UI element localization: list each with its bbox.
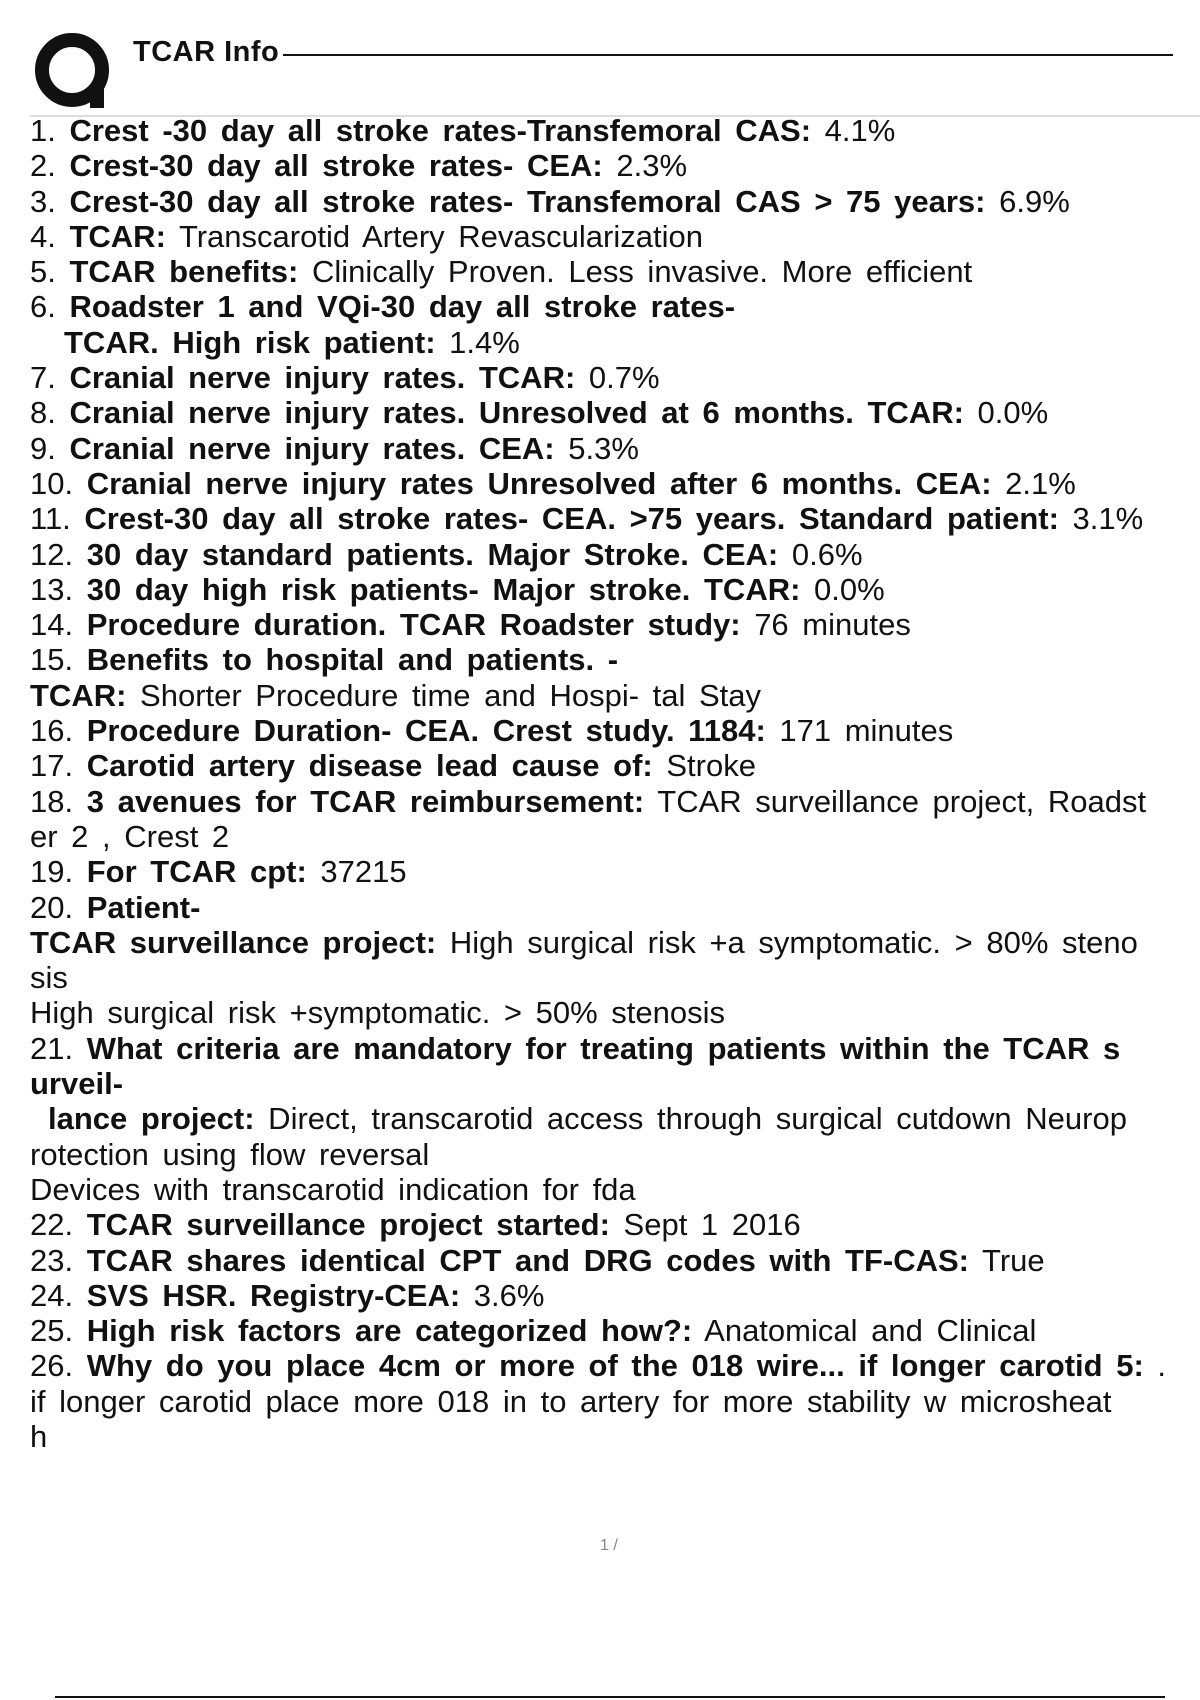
answer-text: True: [969, 1242, 1045, 1278]
answer-text: TCAR surveillance project, Roadst: [644, 783, 1147, 819]
qa-line: [30, 395, 1200, 430]
page-number: 1 /: [600, 1537, 618, 1554]
item-number: 16.: [30, 713, 87, 749]
question-text: For TCAR cpt:: [86, 854, 307, 890]
answer-text: Anatomical and Clinical: [692, 1313, 1037, 1349]
question-text: lance project:: [48, 1101, 255, 1137]
question-text: TCAR:: [30, 677, 127, 713]
answer-text: er 2 , Crest 2: [30, 818, 230, 854]
answer-text: 2.1%: [991, 465, 1076, 501]
question-text: Cranial nerve injury rates. Unresolved at 6 months. TCAR:: [69, 395, 964, 431]
qa-line: [30, 466, 1200, 501]
question-text: Crest-30 day all stroke rates- CEA:: [69, 148, 603, 184]
item-number: 10.: [30, 465, 87, 501]
answer-text: if longer carotid place more 018 in to artery for more stability w microsheat: [30, 1383, 1112, 1419]
answer-text: 0.7%: [575, 360, 660, 396]
question-text: Carotid artery disease lead cause of:: [86, 748, 653, 784]
qa-line: [30, 325, 1200, 360]
question-text: Cranial nerve injury rates. TCAR:: [69, 360, 576, 396]
qa-line: [30, 219, 1200, 254]
qa-line: [30, 148, 1200, 183]
qa-line: [30, 1137, 1200, 1172]
answer-text: sis: [30, 960, 68, 996]
item-number: 13.: [30, 571, 87, 607]
question-text: Cranial nerve injury rates Unresolved after 6 months. CEA:: [86, 465, 992, 501]
question-text: Crest-30 day all stroke rates- CEA. >75 years. Standard patient:: [84, 501, 1059, 537]
answer-text: 0.0%: [800, 571, 885, 607]
question-text: TCAR. High risk patient:: [64, 324, 436, 360]
quizlet-q-logo-icon: [30, 30, 140, 112]
answer-text: 0.0%: [963, 395, 1049, 431]
qa-line: [30, 1419, 1200, 1454]
qa-line: [30, 1313, 1200, 1348]
answer-text: h: [30, 1418, 48, 1454]
footer-divider: [55, 1696, 1165, 1698]
title-underline: [133, 54, 1173, 56]
question-text: Procedure Duration- CEA. Crest study. 1184:: [86, 713, 766, 749]
question-text: Crest -30 day all stroke rates-Transfemoral CAS:: [69, 113, 812, 148]
qa-line: [30, 713, 1200, 748]
answer-text: rotection using flow reversal: [30, 1136, 430, 1172]
question-text: Why do you place 4cm or more of the 018 wire... if longer carotid 5:: [86, 1348, 1144, 1384]
answer-text: Devices with transcarotid indication for fda: [30, 1171, 636, 1207]
item-number: 26.: [30, 1348, 87, 1384]
question-text: Procedure duration. TCAR Roadster study:: [86, 607, 741, 643]
item-number: 23.: [30, 1242, 87, 1278]
qa-line: [30, 925, 1200, 960]
answer-text: Stroke: [652, 748, 756, 784]
qa-line: [30, 1348, 1200, 1383]
qa-line: [30, 642, 1200, 677]
item-number: 14.: [30, 607, 87, 643]
item-number: 22.: [30, 1207, 87, 1243]
qa-line: [30, 1172, 1200, 1207]
question-text: TCAR surveillance project:: [30, 924, 437, 960]
qa-line: [30, 184, 1200, 219]
question-text: SVS HSR. Registry-CEA:: [86, 1277, 461, 1313]
qa-line: [30, 113, 1200, 148]
qa-line: [30, 289, 1200, 324]
answer-text: 1.4%: [435, 324, 520, 360]
item-number: 2.: [30, 148, 70, 184]
answer-text: .: [1143, 1348, 1167, 1384]
question-text: High risk factors are categorized how?:: [86, 1313, 693, 1349]
qa-line: [30, 1031, 1200, 1066]
answer-text: 37215: [306, 854, 407, 890]
qa-line: [30, 1278, 1200, 1313]
qa-line: [30, 1101, 1200, 1136]
qa-line: [30, 784, 1200, 819]
item-number: 24.: [30, 1277, 87, 1313]
question-text: TCAR surveillance project started:: [86, 1207, 610, 1243]
item-number: 4.: [30, 218, 70, 254]
question-text: Cranial nerve injury rates. CEA:: [69, 430, 555, 466]
answer-text: 76 minutes: [740, 607, 911, 643]
qa-line: [30, 501, 1200, 536]
qa-line: [30, 537, 1200, 572]
question-text: TCAR benefits:: [69, 254, 299, 290]
item-number: 21.: [30, 1030, 87, 1066]
qa-line: [30, 960, 1200, 995]
answer-text: High surgical risk +a symptomatic. > 80% steno: [436, 924, 1138, 960]
question-text: 30 day high risk patients- Major stroke. TCAR:: [86, 571, 801, 607]
answer-text: Clinically Proven. Less invasive. More efficient: [298, 254, 973, 290]
qa-line: [30, 431, 1200, 466]
question-text: Crest-30 day all stroke rates- Transfemoral CAS > 75 years:: [69, 183, 986, 219]
item-number: 15.: [30, 642, 87, 678]
item-number: 5.: [30, 254, 70, 290]
qa-line: [30, 1066, 1200, 1101]
qa-line: [30, 854, 1200, 889]
answer-text: 5.3%: [554, 430, 639, 466]
question-text: urveil-: [30, 1066, 124, 1102]
question-text: What criteria are mandatory for treating patients within the TCAR s: [86, 1030, 1121, 1066]
answer-text: 171 minutes: [765, 713, 954, 749]
page-title: TCAR Info: [133, 36, 283, 69]
qa-line: [30, 1384, 1200, 1419]
item-number: 20.: [30, 889, 87, 925]
question-text: TCAR:: [69, 218, 166, 254]
answer-text: High surgical risk +symptomatic. > 50% stenosis: [30, 995, 726, 1031]
qa-line: [30, 890, 1200, 925]
qa-line: [30, 1243, 1200, 1278]
answer-text: Direct, transcarotid access through surgical cutdown Neurop: [254, 1101, 1127, 1137]
item-number: 25.: [30, 1313, 87, 1349]
item-number: 9.: [30, 430, 70, 466]
answer-text: 2.3%: [602, 148, 688, 184]
qa-line: [30, 254, 1200, 289]
question-text: 30 day standard patients. Major Stroke. CEA:: [86, 536, 779, 572]
qa-line: [30, 995, 1200, 1030]
item-number: 1.: [30, 113, 70, 148]
page-header: [30, 30, 1170, 110]
item-number: 12.: [30, 536, 87, 572]
answer-text: Sept 1 2016: [609, 1207, 801, 1243]
question-text: Benefits to hospital and patients. -: [86, 642, 619, 678]
item-number: 8.: [30, 395, 70, 431]
answer-text: 4.1%: [811, 113, 896, 148]
qa-line: [30, 819, 1200, 854]
qa-list: [30, 113, 1200, 1454]
question-text: Roadster 1 and VQi-30 day all stroke rates-: [69, 289, 736, 325]
answer-text: 3.1%: [1058, 501, 1144, 537]
qa-line: [30, 748, 1200, 783]
item-number: 11.: [30, 501, 85, 537]
item-number: 19.: [30, 854, 87, 890]
qa-line: [30, 572, 1200, 607]
answer-text: 6.9%: [985, 183, 1070, 219]
item-number: 7.: [30, 360, 70, 396]
answer-text: Shorter Procedure time and Hospi- tal Stay: [126, 677, 762, 713]
answer-text: Transcarotid Artery Revascularization: [165, 218, 703, 254]
answer-text: 0.6%: [778, 536, 863, 572]
item-number: 6.: [30, 289, 70, 325]
qa-line: [30, 1207, 1200, 1242]
question-text: 3 avenues for TCAR reimbursement:: [86, 783, 645, 819]
item-number: 3.: [30, 183, 70, 219]
item-number: 18.: [30, 783, 87, 819]
question-text: Patient-: [86, 889, 201, 925]
answer-text: 3.6%: [460, 1277, 545, 1313]
item-number: 17.: [30, 748, 87, 784]
qa-line: [30, 607, 1200, 642]
qa-line: [30, 678, 1200, 713]
qa-line: [30, 360, 1200, 395]
question-text: TCAR shares identical CPT and DRG codes with TF-CAS:: [86, 1242, 969, 1278]
